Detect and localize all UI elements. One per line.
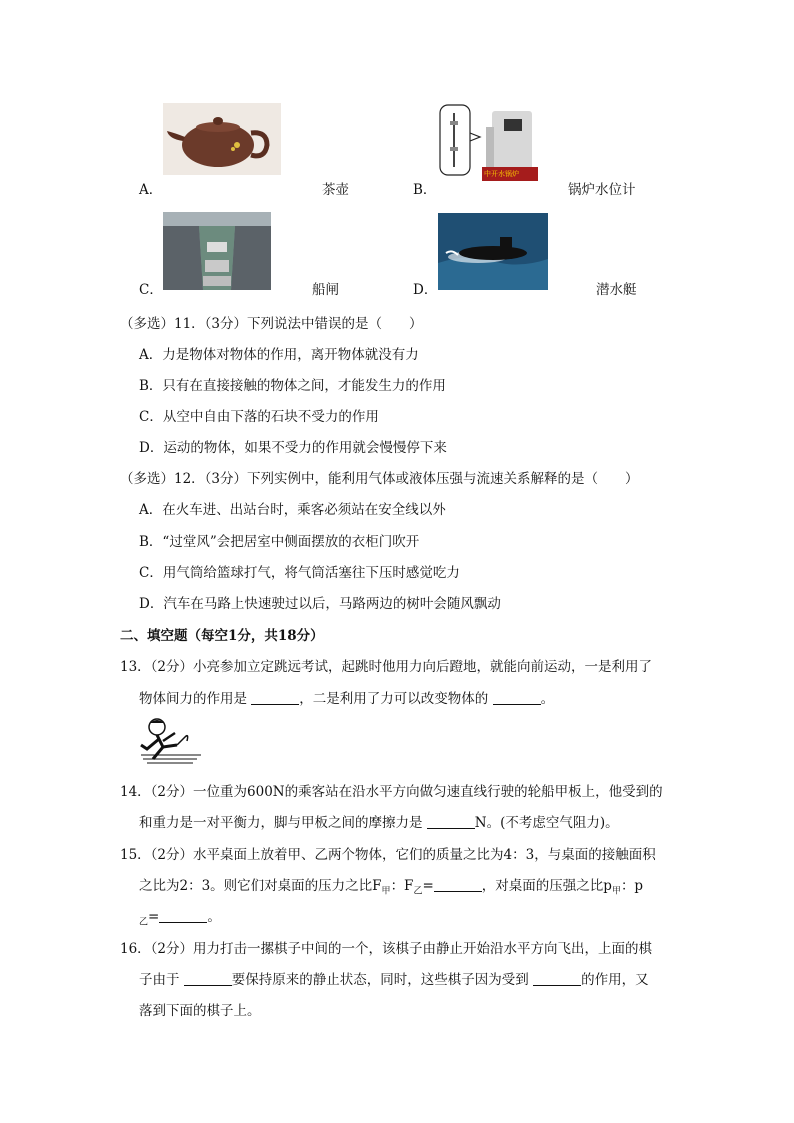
q11-option-b: B．只有在直接接触的物体之间，才能发生力的作用 (139, 378, 446, 394)
boiler-label-text: 中开水锅炉 (484, 170, 519, 178)
q15-blank-2[interactable] (159, 908, 207, 923)
q16-text-a: 子由于 (139, 972, 184, 988)
q15-colon-2: ：p (620, 878, 644, 894)
q12-stem: （多选）12．（3分）下列实例中，能利用气体或液体压强与流速关系解释的是（ ） (120, 471, 639, 487)
q15-eq-2: = (148, 909, 160, 925)
q15-line3 (139, 905, 221, 928)
q14-blank-1[interactable] (427, 814, 475, 829)
q16-line1: 16．（2分）用力打击一摞棋子中间的一个，该棋子由静止开始沿水平方向飞出，上面的棋 (120, 941, 653, 957)
q15-sub-yi-2: 乙 (139, 917, 149, 928)
option-b-caption: 锅炉水位计 (568, 182, 636, 198)
q16-blank-2[interactable] (533, 971, 581, 986)
q15-line2 (139, 874, 643, 897)
q14-text-b: N。(不考虑空气阻力)。 (474, 815, 619, 831)
q15-sub-yi: 乙 (413, 886, 423, 897)
q11-option-d: D．运动的物体，如果不受力的作用就会慢慢停下来 (139, 440, 447, 456)
q14-line2 (139, 811, 619, 831)
q16-blank-1[interactable] (184, 971, 232, 986)
q12-option-d: D．汽车在马路上快速驶过以后，马路两边的树叶会随风飘动 (139, 596, 501, 612)
option-c-letter: C． (139, 282, 163, 298)
q13-blank-1[interactable] (251, 690, 299, 705)
q15-blank-1[interactable] (434, 877, 482, 892)
q11-stem: （多选）11．（3分）下列说法中错误的是（ ） (120, 316, 423, 332)
q11-option-a: A．力是物体对物体的作用，离开物体就没有力 (139, 347, 419, 363)
option-a-caption: 茶壶 (322, 182, 349, 198)
q13-text-a: 物体间力的作用是 (139, 691, 252, 707)
boiler-gauge-image (438, 103, 546, 191)
q12-option-b: B．“过堂风”会把居室中侧面摆放的衣柜门吹开 (139, 534, 420, 550)
q15-end: 。 (207, 909, 221, 925)
long-jump-image (137, 715, 203, 765)
q13-text-b: ，二是利用了力可以改变物体的 (299, 691, 493, 707)
q16-text-b: 要保持原来的静止状态，同时，这些棋子因为受到 (231, 972, 534, 988)
q16-text-c: 的作用，又 (581, 972, 649, 988)
q12-option-c: C．用气筒给篮球打气，将气筒活塞往下压时感觉吃力 (139, 565, 460, 581)
option-d-letter: D． (413, 282, 438, 298)
q14-text-a: 和重力是一对平衡力，脚与甲板之间的摩擦力是 (139, 815, 427, 831)
q15-colon: ：F (390, 878, 414, 894)
q14-line1: 14．（2分）一位重为600N的乘客站在沿水平方向做匀速直线行驶的轮船甲板上，他受到的 (120, 784, 663, 800)
q13-blank-2[interactable] (493, 690, 541, 705)
q13-text-c: 。 (540, 691, 555, 707)
ship-lock-image (163, 212, 271, 290)
q16-line3: 落到下面的棋子上。 (139, 1003, 261, 1019)
q12-option-a: A．在火车进、出站台时，乘客必须站在安全线以外 (139, 502, 446, 518)
q13-line1: 13．（2分）小亮参加立定跳远考试，起跳时他用力向后蹬地，就能向前运动，一是利用了 (120, 659, 653, 675)
submarine-image (438, 213, 548, 290)
option-b-letter: B． (413, 182, 437, 198)
q15-text-a: 之比为2：3。则它们对桌面的压力之比F (139, 878, 382, 894)
q15-sub-jia: 甲 (381, 886, 391, 897)
q15-sub-jia-2: 甲 (611, 886, 621, 897)
q11-option-c: C．从空中自由下落的石块不受力的作用 (139, 409, 379, 425)
option-a-letter: A． (139, 182, 163, 198)
q13-line2 (139, 687, 554, 707)
option-c-caption: 船闸 (312, 282, 339, 298)
q15-eq: = (422, 878, 434, 894)
q16-line2 (139, 968, 649, 988)
teapot-image (163, 103, 281, 175)
q15-text-b: ，对桌面的压强之比p (481, 878, 612, 894)
option-d-caption: 潜水艇 (596, 282, 637, 298)
section-2-title: 二、填空题（每空1分，共18分） (120, 628, 324, 644)
q15-line1: 15．（2分）水平桌面上放着甲、乙两个物体，它们的质量之比为4：3，与桌面的接触面积 (120, 847, 656, 863)
